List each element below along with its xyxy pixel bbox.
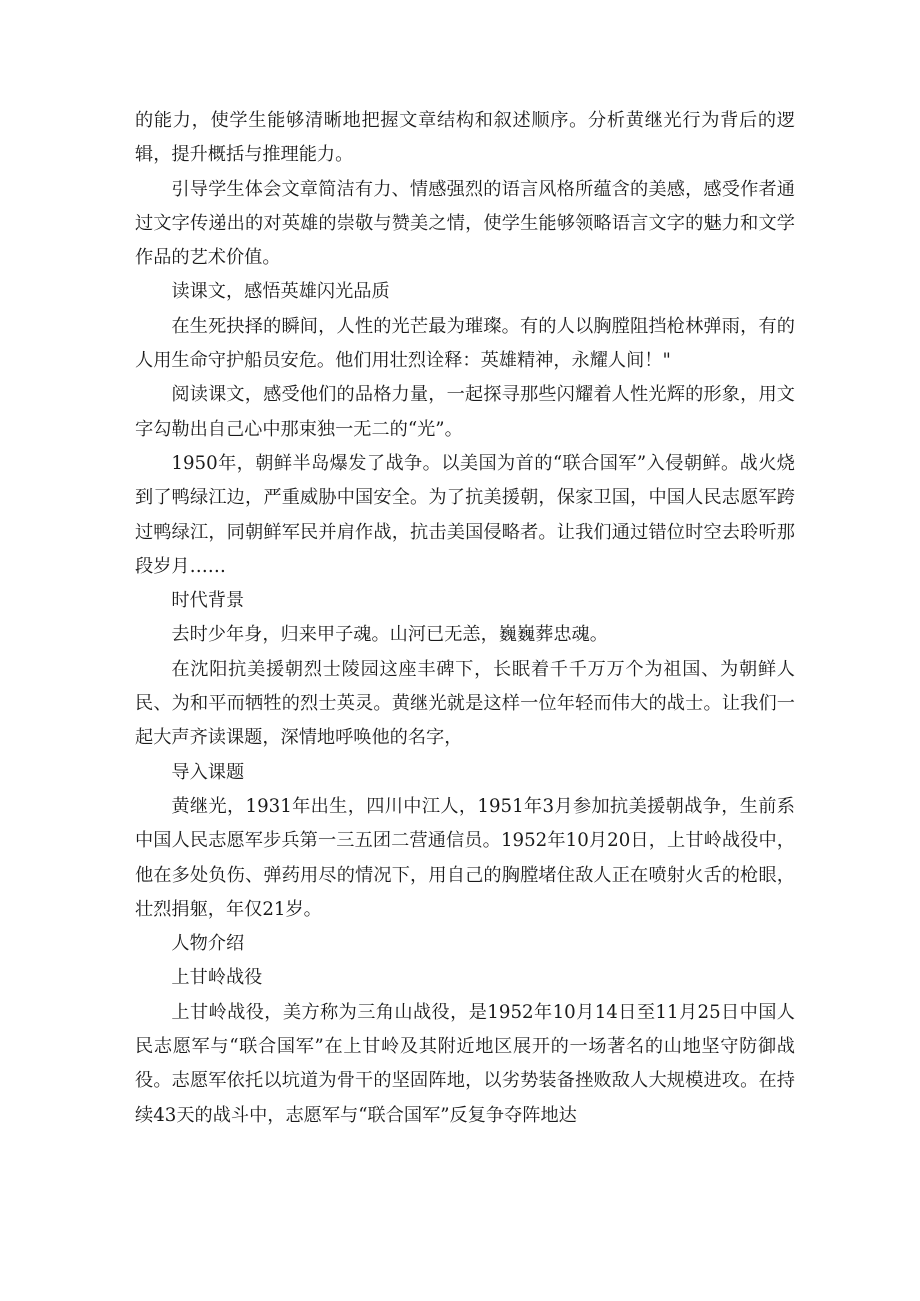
paragraph-language-beauty: 引导学生体会文章简洁有力、情感强烈的语言风格所蕴含的美感，感受作者通过文字传递出的对英雄的崇敬与赞美之情，使学生能够领略语言文字的魅力和文学作品的艺术价值。 [135, 178, 795, 269]
paragraph-korean-war-1950: 1950年，朝鲜半岛爆发了战争。以美国为首的“联合国军”入侵朝鲜。战火烧到了鸭绿江边，严重威胁中国安全。为了抗美援朝，保家卫国，中国人民志愿军跨过鸭绿江，同朝鲜军民并肩作战，抗击美国侵略者。让我们通过错位时空去聆听那段岁月…… [135, 452, 795, 577]
paragraph-shenyang-cemetery: 在沈阳抗美援朝烈士陵园这座丰碑下，长眠着千千万万个为祖国、为朝鲜人民、为和平而牺牲的烈士英灵。黄继光就是这样一位年轻而伟大的战士。让我们一起大声齐读课题，深情地呼唤他的名字， [135, 658, 795, 749]
paragraph-shangganling-battle: 上甘岭战役，美方称为三角山战役，是1952年10月14日至11月25日中国人民志愿军与“联合国军”在上甘岭及其附近地区展开的一场著名的山地坚守防御战役。志愿军依托以坑道为骨干的坚固阵地，以劣势装备挫败敌人大规模进攻。在持续43天的战斗中，志愿军与“联合国军”反复争夺阵地达 [135, 1001, 795, 1126]
paragraph-huang-jiguang-bio: 黄继光，1931年出生，四川中江人，1951年3月参加抗美援朝战争，生前系中国人民志愿军步兵第一三五团二营通信员。1952年10月20日，上甘岭战役中，他在多处负伤、弹药用尽的情况下，用自己的胸膛堵住敌人正在喷射火舌的枪眼，壮烈捐躯，年仅21岁。 [135, 795, 795, 920]
section-heading-era-background: 时代背景 [171, 590, 245, 612]
section-heading-introduce-topic: 导入课题 [171, 761, 245, 783]
section-heading-character-intro: 人物介绍 [171, 933, 245, 955]
paragraph-read-and-feel: 阅读课文，感受他们的品格力量，一起探寻那些闪耀着人性光辉的形象，用文字勾勒出自己心中那束独一无二的“光”。 [135, 384, 795, 440]
paragraph-poem-lines: 去时少年身，归来甲子魂。山河已无恙，巍巍葬忠魂。 [171, 624, 608, 646]
section-heading-read-text: 读课文，感悟英雄闪光品质 [171, 281, 390, 303]
document-page [135, 104, 795, 1133]
section-heading-shangganling: 上甘岭战役 [171, 967, 263, 989]
paragraph-heroic-spirit: 在生死抉择的瞬间，人性的光芒最为璀璨。有的人以胸膛阻挡枪林弹雨，有的人用生命守护船员安危。他们用壮烈诠释：英雄精神，永耀人间！" [135, 315, 795, 372]
paragraph-ability-goal: 的能力，使学生能够清晰地把握文章结构和叙述顺序。分析黄继光行为背后的逻辑，提升概括与推理能力。 [135, 110, 795, 166]
